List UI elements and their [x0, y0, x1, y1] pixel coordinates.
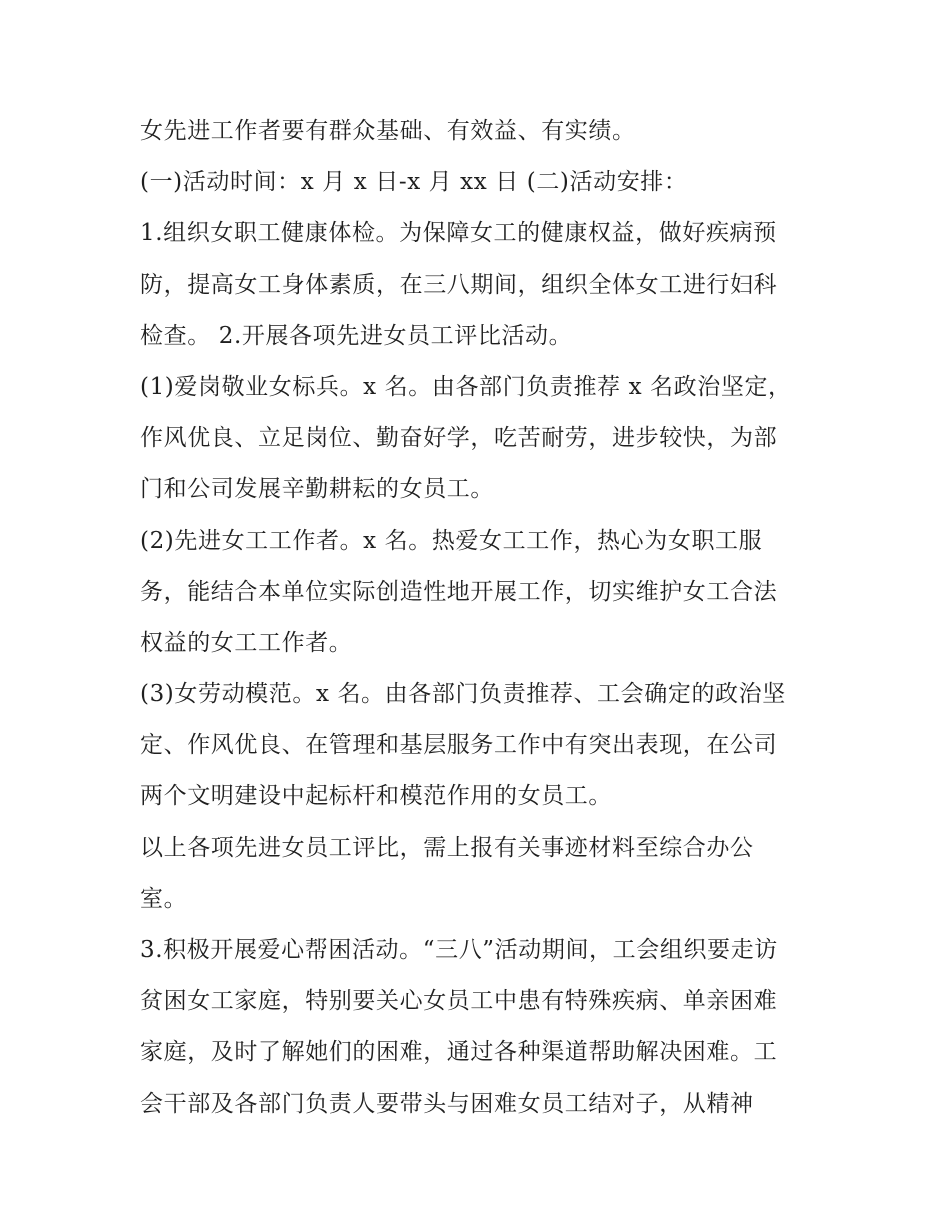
text-line: 检查。 2.开展各项先进女员工评比活动。 [140, 322, 573, 349]
text-line: 会干部及各部门负责人要带头与困难女员工结对子，从精神 [140, 1090, 754, 1117]
text-line: 1.组织女职工健康体检。为保障女工的健康权益，做好疾病预 [140, 220, 777, 247]
text-line: 门和公司发展辛勤耕耘的女员工。 [140, 476, 494, 503]
text-line: (2)先进女工工作者。x 名。热爱女工工作，热心为女职工服 [140, 527, 763, 554]
text-line: 女先进工作者要有群众基础、有效益、有实绩。 [140, 118, 636, 144]
text-line: (3)女劳动模范。x 名。由各部门负责推荐、工会确定的政治坚 [140, 681, 786, 708]
text-line: 3.积极开展爱心帮困活动。“三八”活动期间，工会组织要走访 [140, 937, 778, 963]
text-line: (1)爱岗敬业女标兵。x 名。由各部门负责推荐 x 名政治坚定， [140, 373, 792, 400]
text-line: 务，能结合本单位实际创造性地开展工作，切实维护女工合法 [140, 578, 778, 605]
text-line: 室。 [140, 885, 188, 912]
text-line: 防，提高女工身体素质，在三八期间，组织全体女工进行妇科 [140, 271, 778, 298]
text-line: (一)活动时间：x 月 x 日-x 月 xx 日 (二)活动安排： [140, 169, 688, 196]
text-line: 两个文明建设中起标杆和模范作用的女员工。 [140, 783, 612, 810]
text-line: 权益的女工工作者。 [140, 629, 353, 656]
text-line: 作风优良、立足岗位、勤奋好学，吃苦耐劳，进步较快，为部 [140, 425, 778, 452]
document-body [140, 106, 830, 1130]
text-line: 贫困女工家庭，特别要关心女员工中患有特殊疾病、单亲困难 [140, 988, 778, 1015]
text-line: 家庭，及时了解她们的困难，通过各种渠道帮助解决困难。工 [140, 1039, 778, 1066]
text-line: 以上各项先进女员工评比，需上报有关事迹材料至综合办公 [140, 834, 754, 861]
text-line: 定、作风优良、在管理和基层服务工作中有突出表现，在公司 [140, 732, 778, 759]
